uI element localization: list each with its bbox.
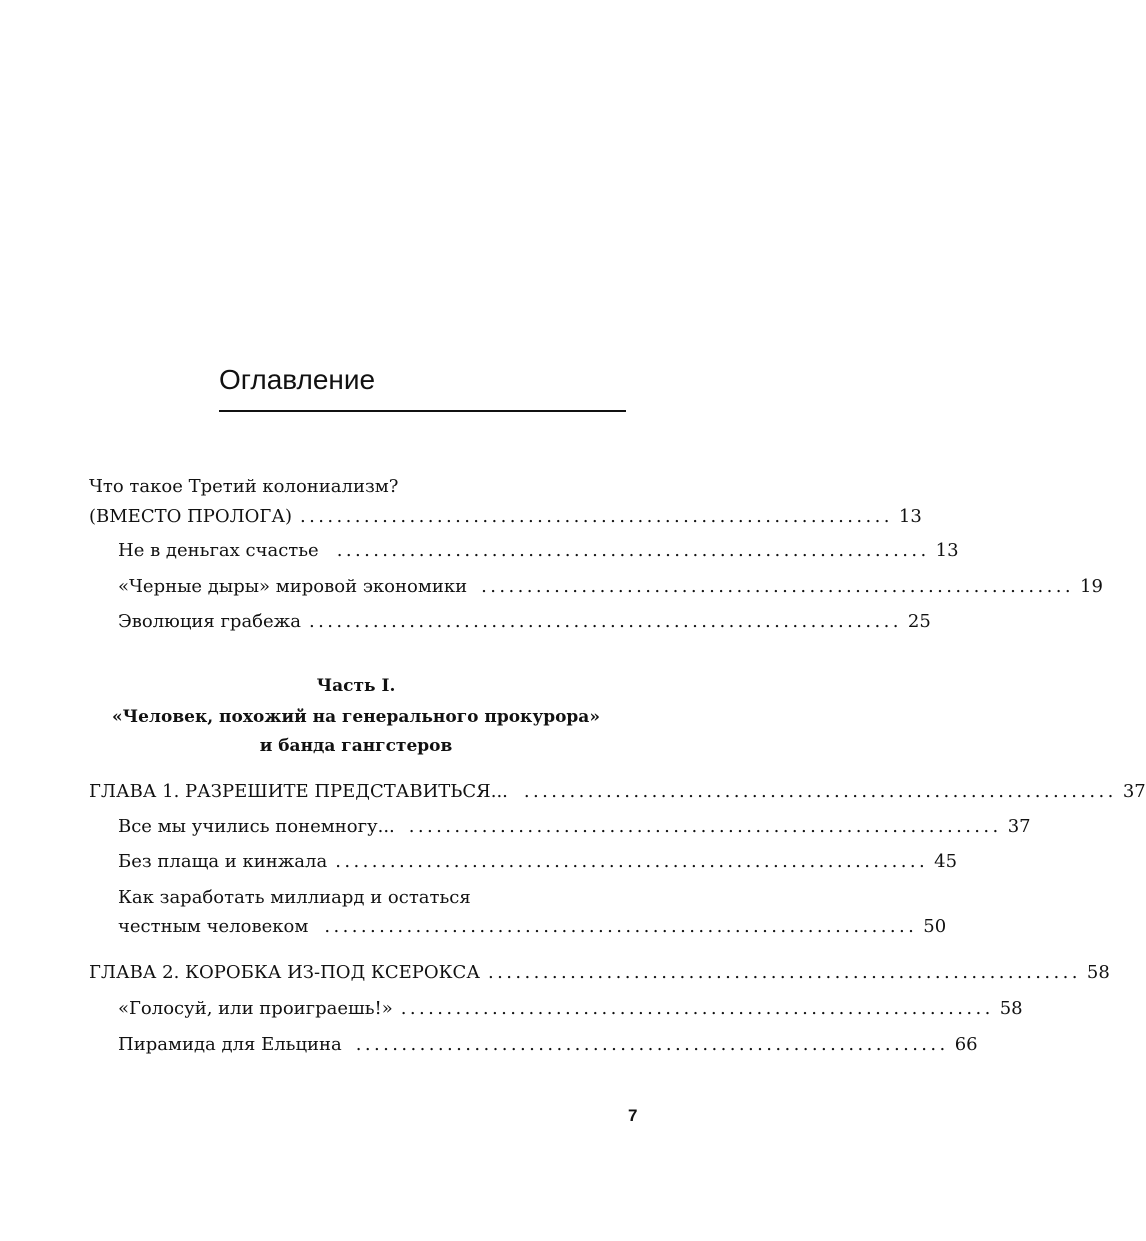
toc-entry-page: 45 [934,851,958,872]
toc-entry-cloak [118,850,958,874]
heading-rule [219,410,626,412]
toc-entry-text: Все мы учились понемногу... [118,816,395,837]
part-label: Часть I. [316,676,396,696]
toc-entry-page: 66 [954,1034,978,1055]
toc-entry-page: 13 [935,540,959,561]
toc-entry-black-holes [118,575,1103,599]
leader-dots: ................................................................. [308,611,902,632]
toc-entry-prologue [89,505,922,529]
page-number: 7 [628,1106,638,1125]
toc-entry-text: Как заработать миллиард и остаться [118,887,471,908]
toc-entry-text: Пирамида для Ельцина [118,1034,342,1055]
leader-dots: ................................................................. [355,1034,949,1055]
leader-dots: ................................................................. [324,916,918,937]
toc-entry-pyramid [118,1033,978,1057]
toc-entry-text: «Черные дыры» мировой экономики [118,576,468,597]
toc-entry-text: ГЛАВА 1. РАЗРЕШИТЕ ПРЕДСТАВИТЬСЯ... [89,781,508,802]
toc-entry-money [118,539,959,563]
toc-entry-text: Эволюция грабежа [118,611,301,632]
toc-entry-learned [118,815,1031,839]
toc-entry-text: Не в деньгах счастье [118,540,319,561]
toc-entry-page: 58 [999,998,1023,1019]
leader-dots: ................................................................. [335,851,929,872]
toc-entry-page: 37 [1007,816,1031,837]
part-title-line1: «Человек, похожий на генерального прокурора» [112,707,600,727]
toc-entry-chapter-2 [89,961,1110,985]
leader-dots: ................................................................. [408,816,1002,837]
toc-entry-page: 50 [923,916,947,937]
leader-dots: ................................................................. [523,781,1117,802]
toc-entry-text: ГЛАВА 2. КОРОБКА ИЗ-ПОД КСЕРОКСА [89,962,480,983]
toc-entry-text: Что такое Третий колониализм? [89,476,399,497]
toc-entry-billion-line1 [118,886,471,910]
toc-entry-page: 13 [898,506,922,527]
leader-dots: ................................................................. [487,962,1081,983]
part-title-line2: и банда гангстеров [259,736,453,756]
toc-entry-text: (ВМЕСТО ПРОЛОГА) [89,506,292,527]
toc-entry-prologue-line1 [89,475,398,499]
leader-dots: ................................................................. [481,576,1075,597]
toc-entry-page: 58 [1086,962,1110,983]
toc-entry-evolution [118,610,931,634]
toc-entry-text: честным человеком [118,916,309,937]
leader-dots: ................................................................. [400,998,994,1019]
toc-entry-page: 19 [1080,576,1103,597]
toc-entry-text: «Голосуй, или проиграешь!» [118,998,393,1019]
toc-entry-page: 25 [907,611,931,632]
toc-heading: Оглавление [219,364,376,395]
leader-dots: ................................................................. [336,540,930,561]
leader-dots: ................................................................. [300,506,893,527]
toc-entry-chapter-1 [89,780,1146,804]
toc-entry-page: 37 [1122,781,1146,802]
toc-entry-vote [118,997,1023,1021]
toc-entry-billion [118,915,947,939]
toc-entry-text: Без плаща и кинжала [118,851,328,872]
